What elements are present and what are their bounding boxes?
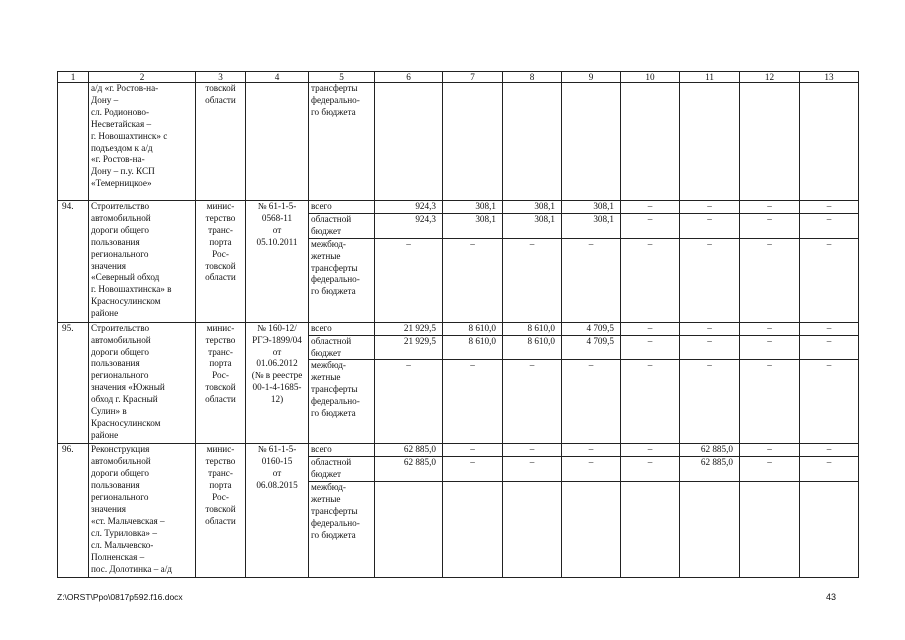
funding-source: межбюд- жетные трансферты федерально- го бюджета — [309, 360, 375, 444]
value-cell: – — [375, 238, 443, 322]
project-name: а/д «г. Ростов-на- Дону – сл. Родионово- Несветайская – г. Новошахтинск» с подъездом к а/д «г. Ростов-на- Дону – п.у. КСП «Темерницкое» — [89, 83, 196, 201]
value-cell: – — [740, 322, 800, 335]
value-cell: 21 929,5 — [375, 335, 443, 360]
program-table — [57, 71, 859, 578]
document-reference — [246, 83, 309, 201]
value-cell: – — [740, 238, 800, 322]
value-cell: 62 885,0 — [680, 444, 740, 457]
column-header: 12 — [740, 72, 800, 83]
value-cell — [503, 83, 562, 201]
value-cell: 62 885,0 — [375, 457, 443, 482]
value-cell — [621, 83, 680, 201]
value-cell: 308,1 — [443, 201, 503, 214]
value-cell — [800, 83, 859, 201]
value-cell: – — [443, 444, 503, 457]
column-header: 4 — [246, 72, 309, 83]
column-header: 6 — [375, 72, 443, 83]
value-cell — [443, 83, 503, 201]
row-number: 96. — [58, 444, 89, 578]
value-cell: – — [621, 335, 680, 360]
value-cell — [680, 83, 740, 201]
value-cell: – — [503, 444, 562, 457]
funding-source: трансферты федерально- го бюджета — [309, 83, 375, 201]
funding-source: межбюд- жетные трансферты федерально- го бюджета — [309, 238, 375, 322]
value-cell: – — [800, 360, 859, 444]
value-cell: 308,1 — [562, 201, 621, 214]
funding-source: областной бюджет — [309, 457, 375, 482]
document-reference: № 160-12/ РГЭ-1899/04 от 01.06.2012 (№ в реестре 00-1-4-1685- 12) — [246, 322, 309, 444]
value-cell — [562, 83, 621, 201]
value-cell: – — [800, 444, 859, 457]
value-cell: – — [800, 457, 859, 482]
value-cell: – — [800, 213, 859, 238]
row-number: 94. — [58, 201, 89, 323]
column-header: 9 — [562, 72, 621, 83]
value-cell: 62 885,0 — [375, 444, 443, 457]
value-cell — [680, 482, 740, 578]
funding-source: всего — [309, 444, 375, 457]
value-cell — [375, 482, 443, 578]
value-cell: 8 610,0 — [443, 322, 503, 335]
responsible-ministry: минис- терство транс- порта Рос- товской области — [196, 444, 246, 578]
value-cell: – — [562, 360, 621, 444]
column-header: 1 — [58, 72, 89, 83]
value-cell: 4 709,5 — [562, 322, 621, 335]
value-cell: – — [621, 322, 680, 335]
document-reference: № 61-1-5- 0160-15 от 06.08.2015 — [246, 444, 309, 578]
table-row — [58, 201, 859, 214]
value-cell: – — [621, 444, 680, 457]
value-cell: 308,1 — [443, 213, 503, 238]
value-cell — [562, 482, 621, 578]
value-cell: – — [503, 238, 562, 322]
project-name: Реконструкция автомобильной дороги общего пользования регионального значения «ст. Мальчевская – сл. Туриловка» – сл. Мальчевско- Полненская – пос. Долотинка – а/д — [89, 444, 196, 578]
value-cell: – — [443, 457, 503, 482]
funding-source: межбюд- жетные трансферты федерально- го бюджета — [309, 482, 375, 578]
value-cell: – — [800, 238, 859, 322]
value-cell: 308,1 — [503, 213, 562, 238]
value-cell: – — [680, 322, 740, 335]
value-cell: – — [503, 457, 562, 482]
table-row — [58, 444, 859, 457]
value-cell: – — [740, 335, 800, 360]
value-cell — [443, 482, 503, 578]
value-cell: – — [621, 238, 680, 322]
value-cell: – — [740, 360, 800, 444]
value-cell: – — [740, 201, 800, 214]
funding-source: всего — [309, 322, 375, 335]
value-cell: 308,1 — [503, 201, 562, 214]
project-name: Строительство автомобильной дороги общего пользования регионального значения «Северный обход г. Новошахтинска» в Красносулинском районе — [89, 201, 196, 323]
column-numbers-row — [58, 72, 859, 83]
column-header: 2 — [89, 72, 196, 83]
value-cell: 924,3 — [375, 213, 443, 238]
funding-source: областной бюджет — [309, 213, 375, 238]
value-cell: – — [800, 335, 859, 360]
value-cell: – — [740, 444, 800, 457]
value-cell: 4 709,5 — [562, 335, 621, 360]
value-cell: – — [443, 238, 503, 322]
column-header: 3 — [196, 72, 246, 83]
value-cell: – — [562, 444, 621, 457]
value-cell — [375, 83, 443, 201]
value-cell — [503, 482, 562, 578]
project-name: Строительство автомобильной дороги общего пользования регионального значения «Южный обход г. Красный Сулин» в Красносулинском районе — [89, 322, 196, 444]
value-cell: – — [621, 360, 680, 444]
value-cell: – — [800, 322, 859, 335]
value-cell: – — [680, 360, 740, 444]
value-cell — [740, 482, 800, 578]
document-path: Z:\ORST\Ppo\0817p592.f16.docx — [57, 592, 183, 602]
value-cell: – — [503, 360, 562, 444]
value-cell: 62 885,0 — [680, 457, 740, 482]
funding-source: всего — [309, 201, 375, 214]
value-cell: – — [800, 201, 859, 214]
column-header: 8 — [503, 72, 562, 83]
value-cell: – — [680, 335, 740, 360]
value-cell: 308,1 — [562, 213, 621, 238]
row-number: 95. — [58, 322, 89, 444]
table-row — [58, 322, 859, 335]
value-cell: – — [621, 201, 680, 214]
value-cell: 924,3 — [375, 201, 443, 214]
value-cell: 8 610,0 — [443, 335, 503, 360]
funding-source: областной бюджет — [309, 335, 375, 360]
value-cell: – — [562, 457, 621, 482]
document-reference: № 61-1-5- 0568-11 от 05.10.2011 — [246, 201, 309, 323]
column-header: 10 — [621, 72, 680, 83]
column-header: 11 — [680, 72, 740, 83]
value-cell: – — [680, 213, 740, 238]
value-cell: – — [740, 457, 800, 482]
value-cell: – — [562, 238, 621, 322]
column-header: 7 — [443, 72, 503, 83]
page-number: 43 — [825, 592, 836, 602]
responsible-ministry: минис- терство транс- порта Рос- товской области — [196, 322, 246, 444]
value-cell: – — [621, 213, 680, 238]
continued-row — [58, 83, 859, 201]
value-cell: – — [680, 201, 740, 214]
value-cell: – — [375, 360, 443, 444]
responsible-ministry: минис- терство транс- порта Рос- товской области — [196, 201, 246, 323]
value-cell — [621, 482, 680, 578]
responsible-ministry: товской области — [196, 83, 246, 201]
value-cell: 21 929,5 — [375, 322, 443, 335]
column-header: 5 — [309, 72, 375, 83]
column-header: 13 — [800, 72, 859, 83]
value-cell — [740, 83, 800, 201]
value-cell: – — [680, 238, 740, 322]
value-cell: – — [443, 360, 503, 444]
value-cell: – — [740, 213, 800, 238]
value-cell: 8 610,0 — [503, 322, 562, 335]
value-cell — [800, 482, 859, 578]
value-cell: 8 610,0 — [503, 335, 562, 360]
table-body — [58, 72, 859, 578]
row-number — [58, 83, 89, 201]
value-cell: – — [621, 457, 680, 482]
